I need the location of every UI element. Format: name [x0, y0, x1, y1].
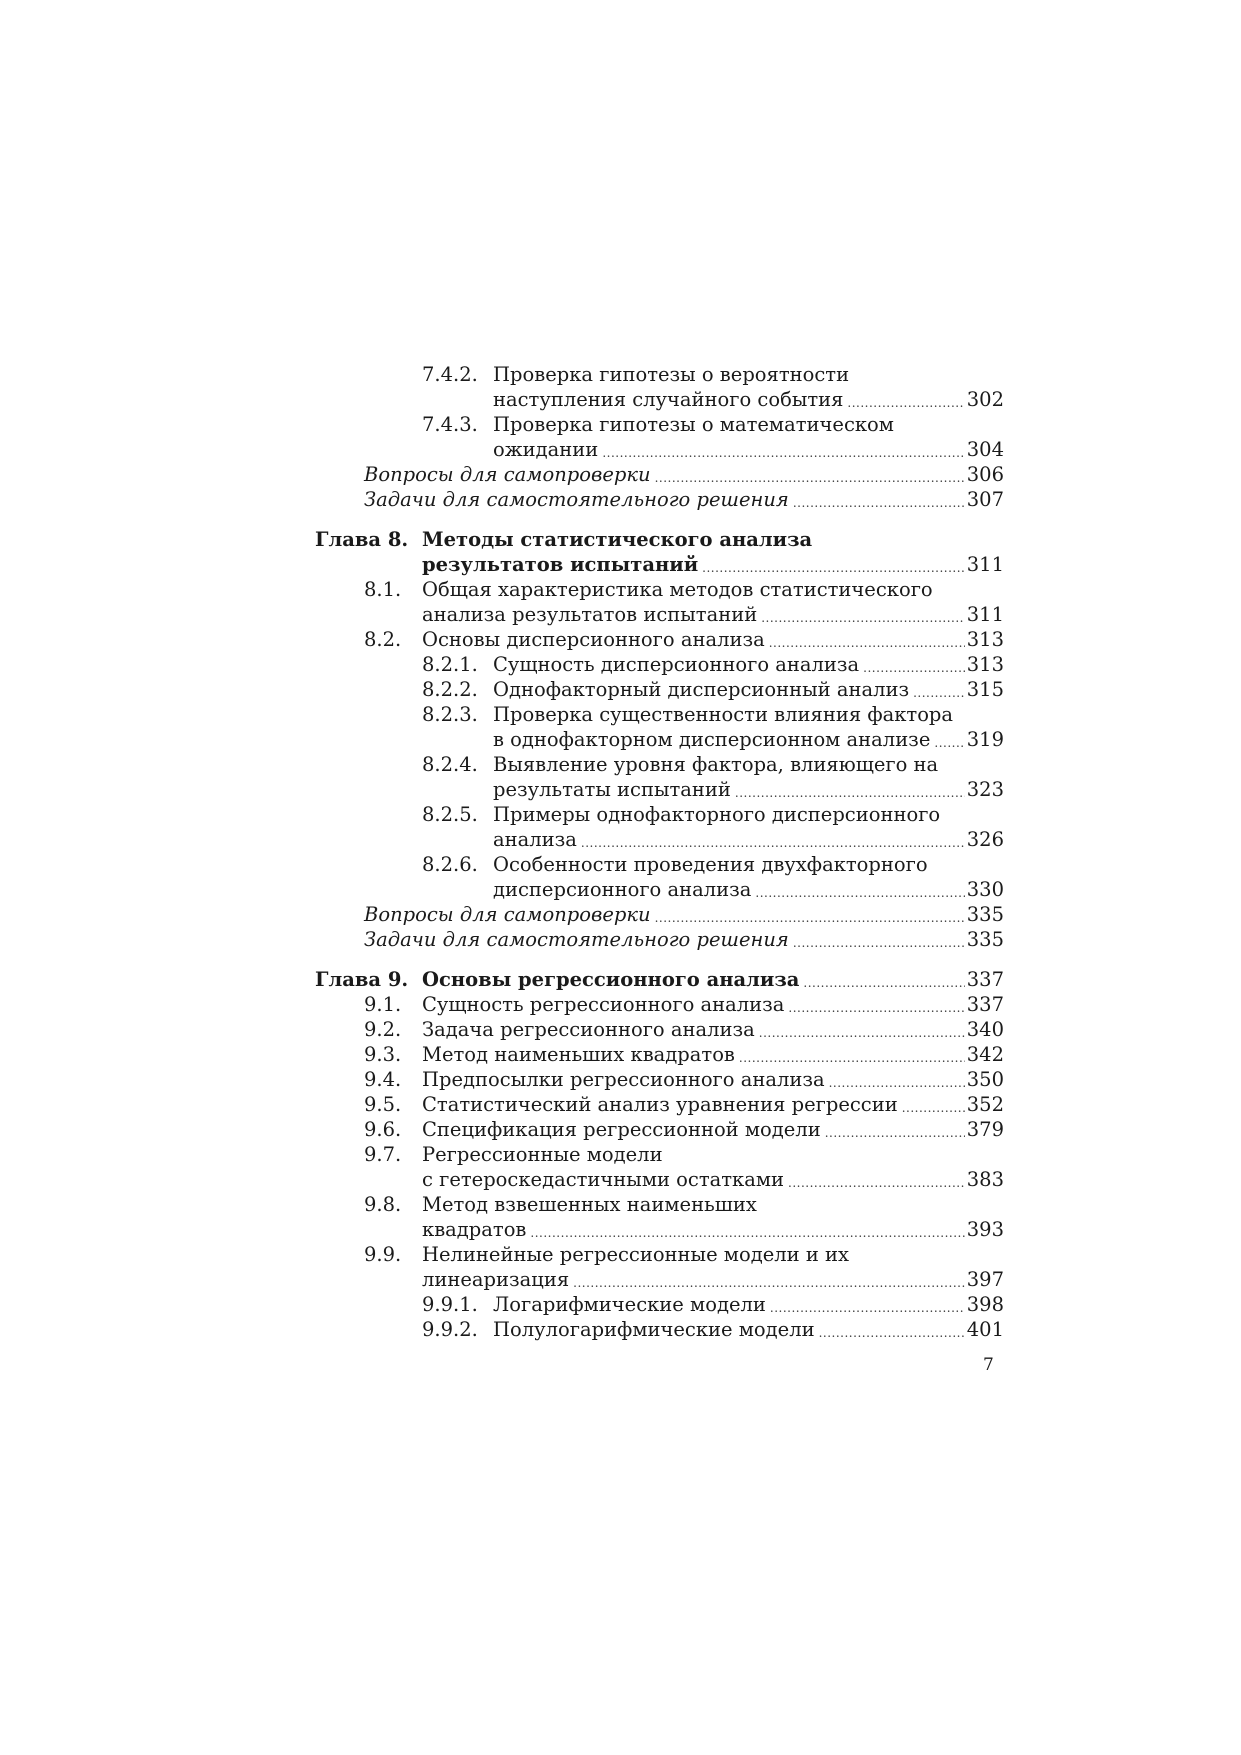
- entry-number: 9.1.: [364, 993, 402, 1016]
- entry-title: Спецификация регрессионной модели: [422, 1118, 821, 1141]
- entry-page: 326: [966, 828, 1004, 851]
- toc-chapter-8-cont: [0, 552, 1241, 577]
- entry-number: 8.2.6.: [422, 853, 478, 876]
- entry-page: 379: [966, 1118, 1004, 1141]
- page-number: 7: [983, 1355, 994, 1375]
- entry-page: 330: [966, 878, 1004, 901]
- entry-number: 8.2.4.: [422, 753, 478, 776]
- toc-entry-9-8: [0, 1192, 1241, 1217]
- entry-title: Регрессионные модели: [422, 1143, 663, 1166]
- entry-page: 383: [966, 1168, 1004, 1191]
- toc-entry-8-1: [0, 577, 1241, 602]
- entry-number: 9.7.: [364, 1143, 402, 1166]
- entry-page: 302: [966, 388, 1004, 411]
- dot-leader: [573, 1274, 1004, 1292]
- chapter-title: Основы регрессионного анализа: [422, 968, 800, 991]
- toc-entry-tasks-8: [0, 927, 1241, 952]
- entry-number: 7.4.3.: [422, 413, 478, 436]
- entry-title: в однофакторном дисперсионном анализе: [493, 728, 931, 751]
- toc-entry-7-4-2-cont: [0, 387, 1241, 412]
- toc-entry-8-2: [0, 627, 1241, 652]
- chapter-number: Глава 9.: [315, 968, 409, 991]
- entry-title: анализа результатов испытаний: [422, 603, 758, 626]
- entry-page: 337: [966, 968, 1004, 991]
- entry-title: Вопросы для самопроверки: [364, 903, 651, 926]
- entry-title: Задачи для самостоятельного решения: [364, 488, 789, 511]
- entry-title: Проверка существенности влияния фактора: [493, 703, 954, 726]
- entry-title: Примеры однофакторного дисперсионного: [493, 803, 941, 826]
- toc-entry-8-2-1: [0, 652, 1241, 677]
- entry-page: 393: [966, 1218, 1004, 1241]
- entry-title: Сущность дисперсионного анализа: [493, 653, 860, 676]
- toc-entry-9-9: [0, 1242, 1241, 1267]
- entry-number: 9.9.1.: [422, 1293, 478, 1316]
- entry-title: Основы дисперсионного анализа: [422, 628, 765, 651]
- dot-leader: [655, 909, 1004, 927]
- toc-entry-7-4-2: [0, 362, 1241, 387]
- entry-title: Предпосылки регрессионного анализа: [422, 1068, 825, 1091]
- toc-entry-tasks-7: [0, 487, 1241, 512]
- toc-entry-8-2-3-cont: [0, 727, 1241, 752]
- entry-page: 319: [966, 728, 1004, 751]
- dot-leader: [655, 469, 1004, 487]
- entry-page: 311: [966, 553, 1004, 576]
- dot-leader: [602, 444, 1004, 462]
- entry-title: Особенности проведения двухфакторного: [493, 853, 928, 876]
- toc-entry-9-5: [0, 1092, 1241, 1117]
- entry-title: наступления случайного события: [493, 388, 844, 411]
- toc-entry-9-6: [0, 1117, 1241, 1142]
- entry-number: 7.4.2.: [422, 363, 478, 386]
- entry-title: анализа: [493, 828, 577, 851]
- toc-entry-8-2-6-cont: [0, 877, 1241, 902]
- entry-number: 9.2.: [364, 1018, 402, 1041]
- entry-title: Метод наименьших квадратов: [422, 1043, 735, 1066]
- entry-page: 306: [966, 463, 1004, 486]
- entry-title: Полулогарифмические модели: [493, 1318, 815, 1341]
- entry-number: 8.2.1.: [422, 653, 478, 676]
- entry-number: 9.9.: [364, 1243, 402, 1266]
- entry-page: 323: [966, 778, 1004, 801]
- entry-page: 311: [966, 603, 1004, 626]
- entry-page: 335: [966, 928, 1004, 951]
- toc-entry-9-9-1: [0, 1292, 1241, 1317]
- table-of-contents: [0, 362, 1241, 1342]
- entry-page: 352: [966, 1093, 1004, 1116]
- entry-number: 9.3.: [364, 1043, 402, 1066]
- entry-title: результаты испытаний: [493, 778, 731, 801]
- dot-leader: [702, 559, 1004, 577]
- entry-title: Метод взвешенных наименьших: [422, 1193, 757, 1216]
- entry-title: Однофакторный дисперсионный анализ: [493, 678, 910, 701]
- dot-leader: [581, 834, 1004, 852]
- entry-page: 342: [966, 1043, 1004, 1066]
- entry-title: Проверка гипотезы о математическом: [493, 413, 894, 436]
- toc-entry-8-2-5-cont: [0, 827, 1241, 852]
- entry-page: 335: [966, 903, 1004, 926]
- toc-entry-8-2-3: [0, 702, 1241, 727]
- entry-title: Проверка гипотезы о вероятности: [493, 363, 850, 386]
- dot-leader: [530, 1224, 1004, 1242]
- entry-title: Вопросы для самопроверки: [364, 463, 651, 486]
- toc-entry-8-2-6: [0, 852, 1241, 877]
- entry-number: 9.9.2.: [422, 1318, 478, 1341]
- toc-entry-9-3: [0, 1042, 1241, 1067]
- toc-chapter-9: [0, 967, 1241, 992]
- entry-title: квадратов: [422, 1218, 527, 1241]
- entry-title: Задачи для самостоятельного решения: [364, 928, 789, 951]
- entry-title: Выявление уровня фактора, влияющего на: [493, 753, 939, 776]
- entry-number: 8.1.: [364, 578, 402, 601]
- entry-title: Логарифмические модели: [493, 1293, 766, 1316]
- toc-entry-9-7: [0, 1142, 1241, 1167]
- entry-page: 313: [966, 653, 1004, 676]
- entry-title: Статистический анализ уравнения регрессии: [422, 1093, 898, 1116]
- toc-entry-9-9-cont: [0, 1267, 1241, 1292]
- toc-entry-9-2: [0, 1017, 1241, 1042]
- toc-entry-questions-7: [0, 462, 1241, 487]
- entry-title: ожидании: [493, 438, 599, 461]
- toc-entry-questions-8: [0, 902, 1241, 927]
- entry-number: 9.4.: [364, 1068, 402, 1091]
- dot-leader: [735, 784, 1004, 802]
- entry-page: 340: [966, 1018, 1004, 1041]
- entry-title: Задача регрессионного анализа: [422, 1018, 755, 1041]
- toc-entry-8-2-4-cont: [0, 777, 1241, 802]
- entry-page: 350: [966, 1068, 1004, 1091]
- toc-entry-9-7-cont: [0, 1167, 1241, 1192]
- entry-number: 9.8.: [364, 1193, 402, 1216]
- toc-chapter-8: [0, 527, 1241, 552]
- entry-page: 337: [966, 993, 1004, 1016]
- entry-page: 315: [966, 678, 1004, 701]
- entry-title: с гетероскедастичными остатками: [422, 1168, 785, 1191]
- entry-page: 398: [966, 1293, 1004, 1316]
- entry-number: 9.6.: [364, 1118, 402, 1141]
- toc-entry-9-1: [0, 992, 1241, 1017]
- entry-number: 8.2.2.: [422, 678, 478, 701]
- chapter-title: результатов испытаний: [422, 553, 699, 576]
- chapter-title: Методы статистического анализа: [422, 528, 813, 551]
- toc-entry-8-2-2: [0, 677, 1241, 702]
- entry-page: 304: [966, 438, 1004, 461]
- toc-entry-9-4: [0, 1067, 1241, 1092]
- entry-number: 8.2.3.: [422, 703, 478, 726]
- entry-number: 9.5.: [364, 1093, 402, 1116]
- entry-page: 397: [966, 1268, 1004, 1291]
- toc-entry-9-9-2: [0, 1317, 1241, 1342]
- entry-number: 8.2.: [364, 628, 402, 651]
- toc-entry-8-2-5: [0, 802, 1241, 827]
- entry-title: Сущность регрессионного анализа: [422, 993, 785, 1016]
- entry-title: линеаризация: [422, 1268, 570, 1291]
- entry-page: 401: [966, 1318, 1004, 1341]
- entry-number: 8.2.5.: [422, 803, 478, 826]
- entry-page: 307: [966, 488, 1004, 511]
- entry-page: 313: [966, 628, 1004, 651]
- chapter-number: Глава 8.: [315, 528, 409, 551]
- toc-entry-8-2-4: [0, 752, 1241, 777]
- entry-title: Нелинейные регрессионные модели и их: [422, 1243, 850, 1266]
- toc-entry-7-4-3-cont: [0, 437, 1241, 462]
- toc-entry-8-1-cont: [0, 602, 1241, 627]
- toc-entry-9-8-cont: [0, 1217, 1241, 1242]
- entry-title: дисперсионного анализа: [493, 878, 752, 901]
- toc-entry-7-4-3: [0, 412, 1241, 437]
- entry-title: Общая характеристика методов статистического: [422, 578, 933, 601]
